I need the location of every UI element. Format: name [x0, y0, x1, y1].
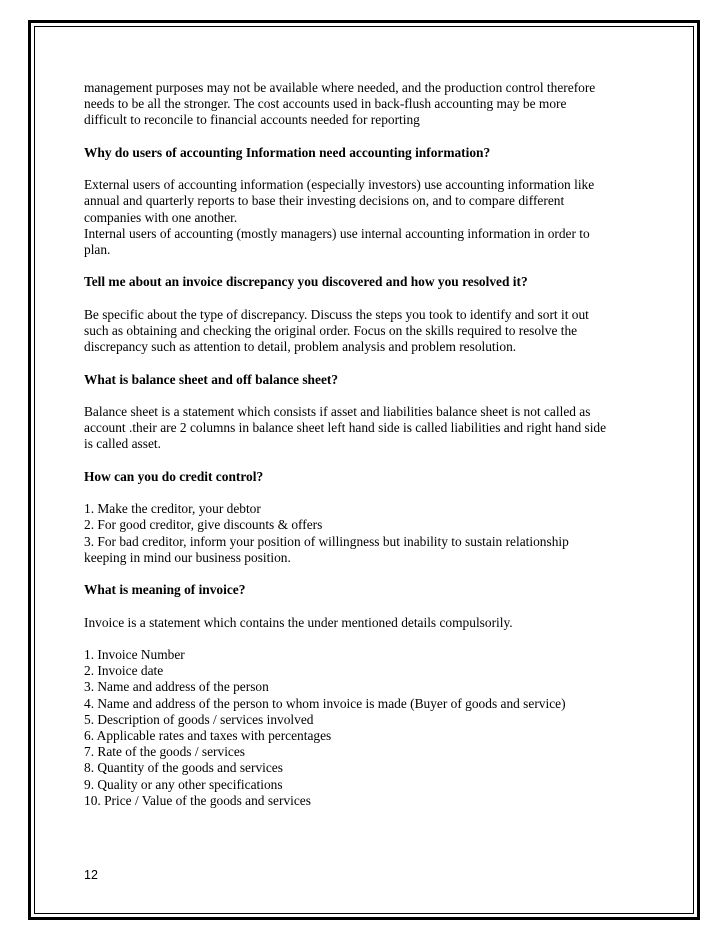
text-line: Internal users of accounting (mostly managers) use internal accounting information in order to: [84, 225, 590, 241]
section-paragraph: [84, 307, 664, 356]
text-line: Balance sheet is a statement which consists if asset and liabilities balance sheet is not called as: [84, 403, 591, 419]
list-item: 9. Quality or any other specifications: [84, 776, 283, 792]
list-item: 8. Quantity of the goods and services: [84, 760, 283, 776]
text-line: difficult to reconcile to financial accounts needed for reporting: [84, 112, 420, 128]
list-item: 3. For bad creditor, inform your position of willingness but inability to sustain relationship: [84, 533, 569, 549]
text-line: External users of accounting information (especially investors) use accounting information like: [84, 177, 595, 193]
text-line: is called asset.: [84, 436, 161, 452]
list-item: 7. Rate of the goods / services: [84, 744, 246, 760]
list-item: 1. Make the creditor, your debtor: [84, 501, 261, 517]
section-list: [84, 501, 664, 566]
section-paragraph: [84, 404, 664, 453]
section-paragraph: [84, 615, 664, 631]
text-line: Invoice is a statement which contains the under mentioned details compulsorily.: [84, 614, 513, 630]
text-line: discrepancy such as attention to detail, problem analysis and problem resolution.: [84, 339, 517, 355]
page-content: [84, 80, 664, 809]
text-line: companies with one another.: [84, 209, 238, 225]
section-heading: What is balance sheet and off balance sheet?: [84, 371, 339, 387]
list-item: keeping in mind our business position.: [84, 549, 291, 565]
page-number: 12: [84, 868, 98, 882]
list-item: 5. Description of goods / services involved: [84, 711, 314, 727]
text-line: Be specific about the type of discrepancy. Discuss the steps you took to identify and sort it out: [84, 306, 589, 322]
text-line: annual and quarterly reports to base their investing decisions on, and to compare different: [84, 193, 565, 209]
list-item: 6. Applicable rates and taxes with percentages: [84, 727, 332, 743]
list-item: 3. Name and address of the person: [84, 679, 269, 695]
list-item: 2. For good creditor, give discounts & offers: [84, 517, 323, 533]
section-heading: Tell me about an invoice discrepancy you discovered and how you resolved it?: [84, 274, 528, 290]
section-heading: How can you do credit control?: [84, 468, 264, 484]
list-item: 10. Price / Value of the goods and services: [84, 792, 311, 808]
intro-paragraph: [84, 80, 664, 129]
text-line: account .their are 2 columns in balance sheet left hand side is called liabilities and right hand side: [84, 420, 607, 436]
list-item: 1. Invoice Number: [84, 646, 185, 662]
section-paragraph: [84, 177, 664, 258]
text-line: needs to be all the stronger. The cost accounts used in back-flush accounting may be more: [84, 96, 567, 112]
list-item: 2. Invoice date: [84, 663, 164, 679]
text-line: management purposes may not be available where needed, and the production control therefore: [84, 80, 596, 95]
section-heading: What is meaning of invoice?: [84, 582, 246, 598]
list-item: 4. Name and address of the person to whom invoice is made (Buyer of goods and service): [84, 695, 566, 711]
text-line: such as obtaining and checking the original order. Focus on the skills required to resolve the: [84, 322, 578, 338]
invoice-details-list: [84, 647, 664, 809]
text-line: plan.: [84, 242, 111, 257]
section-heading: Why do users of accounting Information need accounting information?: [84, 144, 491, 160]
